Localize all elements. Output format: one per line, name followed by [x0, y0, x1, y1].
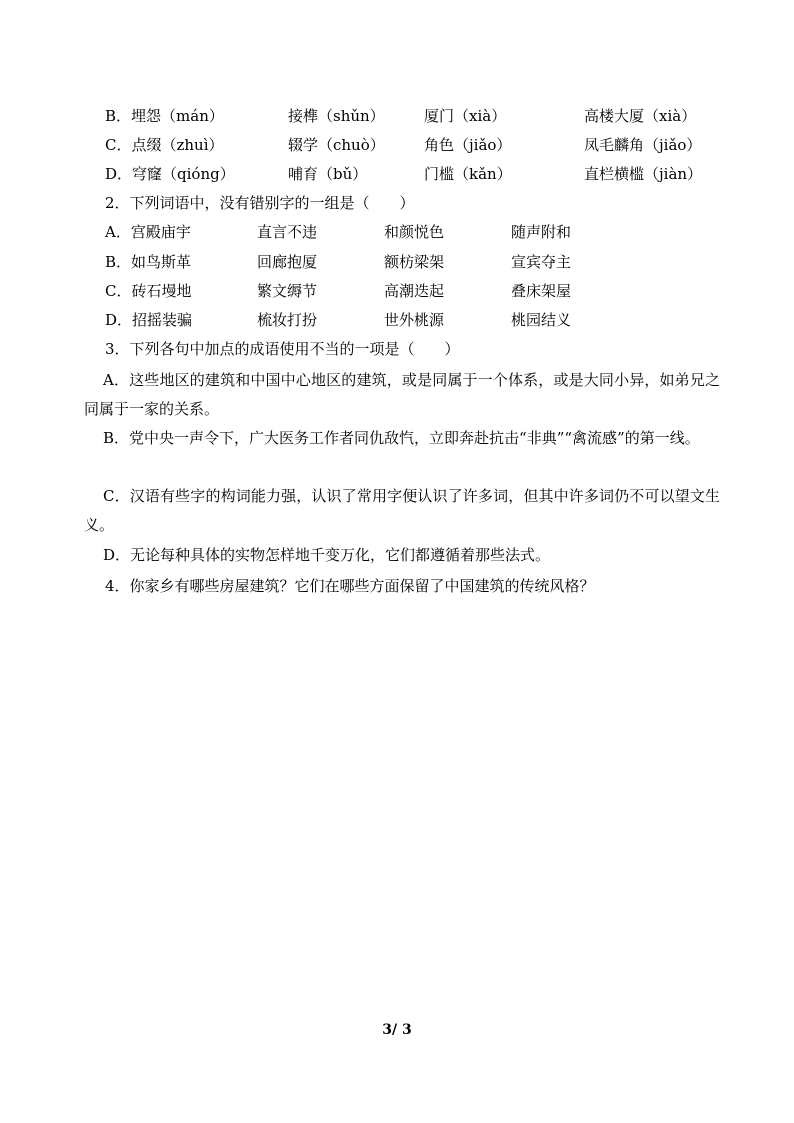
q2-b-word4: 宣宾夺主: [511, 253, 572, 271]
q1-c-word4: 凤毛麟角（jiǎo）: [584, 136, 702, 154]
q1-b-word4: 高楼大厦（xià）: [584, 107, 697, 125]
q2-c-word3: 高潮迭起: [384, 282, 445, 300]
q3-c-text: C．汉语有些字的构词能力强，认识了常用字便认识了许多词，但其中许多词仍不可以望文生义。: [84, 487, 720, 534]
q1-c-word1: C．点缀（zhuì）: [105, 136, 224, 154]
q1-c-word2: 辍学（chuò）: [288, 136, 385, 154]
q3-stem: 3．下列各句中加点的成语使用不当的一项是（ ）: [105, 340, 460, 358]
q2-b-word2: 回廊抱厦: [257, 253, 318, 271]
q2-d-word4: 桃园结义: [511, 311, 572, 329]
q2-d-word3: 世外桃源: [384, 311, 445, 329]
q2-stem: 2．下列词语中，没有错别字的一组是（ ）: [105, 194, 415, 212]
q3-a-text: A．这些地区的建筑和中国中心地区的建筑，或是同属于一个体系，或是大同小异，如弟兄之同属于一家的关系。: [84, 371, 720, 418]
q3-option-b: [84, 424, 720, 453]
q2-c-word2: 繁文缛节: [257, 282, 318, 300]
q2-b-word1: B．如鸟斯革: [105, 253, 192, 271]
q3-b-text: B．党中央一声令下，广大医务工作者同仇敌忾，立即奔赴抗击“非典”“禽流感”的第一线。: [103, 429, 700, 447]
q2-b-word3: 额枋梁架: [384, 253, 445, 271]
q1-d-word4: 直栏横槛（jiàn）: [584, 165, 703, 183]
q2-d-word1: D．招摇装骗: [105, 311, 193, 329]
q2-c-word1: C．砖石墁地: [105, 282, 192, 300]
q2-c-word4: 叠床架屋: [511, 282, 572, 300]
q3-d-text: D．无论每种具体的实物怎样地千变万化，它们都遵循着那些法式。: [103, 546, 551, 564]
q1-b-word3: 厦门（xià）: [424, 107, 507, 125]
q3-option-c: [84, 482, 720, 540]
q4-stem: 4．你家乡有哪些房屋建筑？它们在哪些方面保留了中国建筑的传统风格？: [105, 577, 595, 595]
q2-a-word1: A．宫殿庙宇: [105, 223, 191, 241]
q1-c-word3: 角色（jiǎo）: [424, 136, 512, 154]
q2-a-word3: 和颜悦色: [384, 223, 445, 241]
q3-option-a: [84, 366, 720, 424]
page-number: 3/ 3: [382, 1022, 412, 1038]
q1-d-word1: D．穹窿（qióng）: [105, 165, 235, 183]
q1-b-word2: 接榫（shǔn）: [288, 107, 385, 125]
q1-d-word3: 门槛（kǎn）: [424, 165, 512, 183]
q1-d-word2: 哺育（bǔ）: [288, 165, 368, 183]
q2-a-word4: 随声附和: [511, 223, 572, 241]
q1-b-word1: B．埋怨（mán）: [105, 107, 224, 125]
q3-option-d: [84, 541, 720, 570]
q2-a-word2: 直言不违: [257, 223, 318, 241]
q2-d-word2: 梳妆打扮: [257, 311, 318, 329]
